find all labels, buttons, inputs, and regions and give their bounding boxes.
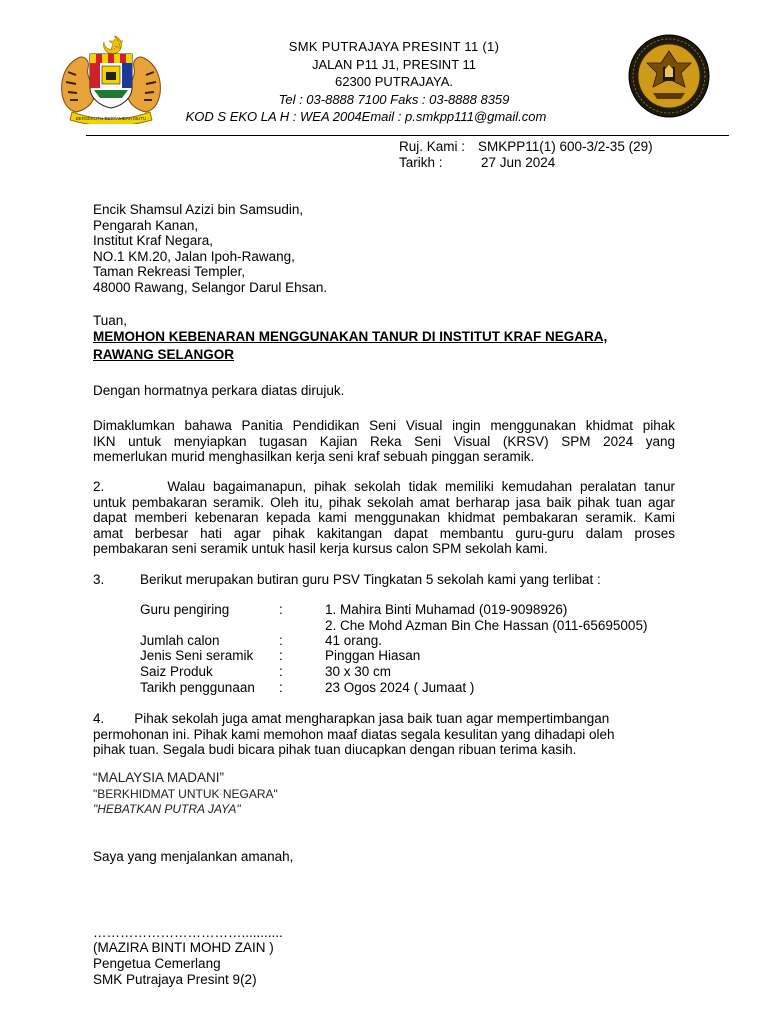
recipient-line: Taman Rekreasi Templer,	[93, 264, 246, 279]
paragraph-line: amat berbesar hati agar pihak kakitangan dapat membantu guru-guru dalam proses	[93, 525, 675, 541]
paragraph-line: Dimaklumkan bahawa Panitia Pendidikan Seni Visual ingin menggunakan khidmat pihak	[93, 418, 675, 433]
paragraph-line: dapat memberi kebenaran kepada kami menggunakan khidmat pembakaran seramik. Kami	[93, 510, 675, 525]
recipient-line: Encik Shamsul Azizi bin Samsudin,	[93, 202, 304, 217]
svg-text:BERSEKUTU BERTAMBAH MUTU: BERSEKUTU BERTAMBAH MUTU	[75, 116, 147, 121]
signatory-title: Pengetua Cemerlang	[93, 956, 221, 971]
paragraph-line: pihak tuan. Segala budi bicara pihak tuan diucapkan dengan ribuan terima kasih.	[93, 742, 577, 757]
recipient-line: Institut Kraf Negara,	[93, 233, 214, 248]
detail-value: 2. Che Mohd Azman Bin Che Hassan (011-65695005)	[325, 618, 648, 633]
school-code-email: KOD S EKO LA H : WEA 2004Email : p.smkpp111@gmail.com	[185, 109, 547, 124]
motto-hebatkan: "HEBATKAN PUTRA JAYA"	[93, 802, 241, 816]
detail-value: 41 orang.	[325, 633, 383, 648]
paragraph-line: memerlukan murid menghasilkan kerja seni kraf sebuah pinggan seramik.	[93, 449, 535, 464]
paragraph-line: 4. Pihak sekolah juga amat mengharapkan jasa baik tuan agar mempertimbangan	[93, 711, 610, 726]
detail-colon: :	[279, 648, 283, 663]
detail-label: Guru pengiring	[140, 602, 230, 617]
paragraph-line: 2. Walau bagaimanapun, pihak sekolah tidak memiliki kemudahan peralatan tanur	[93, 479, 675, 494]
subject-line1: MEMOHON KEBENARAN MENGGUNAKAN TANUR DI INSTITUT KRAF NEGARA,	[93, 329, 608, 344]
motto-malaysia-madani: “MALAYSIA MADANI”	[93, 770, 225, 785]
subject-line2: RAWANG SELANGOR	[93, 347, 235, 362]
paragraph-line: IKN untuk menyiapkan tugasan Kajian Reka Seni Visual (KRSV) SPM 2024 yang	[93, 433, 675, 449]
detail-colon: :	[279, 680, 283, 695]
detail-colon: :	[279, 633, 283, 648]
detail-label: Jumlah calon	[140, 633, 220, 648]
signatory-name: (MAZIRA BINTI MOHD ZAIN )	[93, 940, 274, 955]
recipient-line: NO.1 KM.20, Jalan Ipoh-Rawang,	[93, 248, 295, 264]
paragraph-line: untuk pembakaran seramik. Oleh itu, pihak sekolah amat berharap jasa baik pihak tuan agar	[93, 494, 675, 510]
recipient-line: Pengarah Kanan,	[93, 217, 199, 233]
school-address-line2: 62300 PUTRAJAYA.	[334, 74, 453, 89]
ref-number-label: Ruj. Kami :	[399, 139, 466, 154]
detail-value: 1. Mahira Binti Muhamad (019-9098926)	[325, 602, 568, 617]
closing-line: Saya yang menjalankan amanah,	[93, 849, 294, 864]
recipient-address	[93, 202, 327, 295]
paragraph-2	[93, 479, 675, 557]
paragraph-line: permohonan ini. Pihak kami memohon maaf diatas segala kesulitan yang dihadapi oleh	[93, 726, 615, 742]
school-address-line1: JALAN P11 J1, PRESINT 11	[311, 57, 477, 72]
date-value: 27 Jun 2024	[481, 155, 556, 170]
ref-number-value: SMKPP11(1) 600-3/2-35 (29)	[478, 139, 653, 154]
detail-value: Pinggan Hiasan	[325, 648, 421, 663]
detail-colon: :	[279, 664, 283, 679]
paragraph-1	[93, 418, 675, 465]
detail-label: Tarikh penggunaan	[140, 680, 255, 695]
detail-value: 30 x 30 cm	[325, 664, 392, 679]
opening-line: Dengan hormatnya perkara diatas dirujuk.	[93, 383, 345, 398]
detail-colon: :	[279, 602, 283, 617]
motto-berkhidmat: "BERKHIDMAT UNTUK NEGARA"	[93, 787, 278, 801]
paragraph-3-number: 3.	[93, 572, 105, 587]
school-phone-fax: Tel : 03-8888 7100 Faks : 03-8888 8359	[278, 92, 510, 107]
paragraph-4	[93, 711, 615, 758]
recipient-line: 48000 Rawang, Selangor Darul Ehsan.	[93, 279, 328, 295]
school-name: SMK PUTRAJAYA PRESINT 11 (1)	[288, 39, 500, 54]
signatory-school: SMK Putrajaya Presint 9(2)	[93, 972, 257, 987]
detail-label: Saiz Produk	[140, 664, 213, 679]
detail-label: Jenis Seni seramik	[140, 648, 254, 663]
signature-dotted-line: ……………………………...........	[93, 925, 283, 940]
salutation: Tuan,	[93, 313, 128, 328]
detail-value: 23 Ogos 2024 ( Jumaat )	[325, 680, 475, 695]
date-label: Tarikh :	[399, 155, 443, 170]
paragraph-line: pembakaran seni seramik untuk hasil kerja kursus calon SPM sekolah kami.	[93, 541, 548, 556]
paragraph-3-text: Berikut merupakan butiran guru PSV Tingkatan 5 sekolah kami yang terlibat :	[140, 572, 601, 587]
header-divider	[86, 135, 729, 136]
